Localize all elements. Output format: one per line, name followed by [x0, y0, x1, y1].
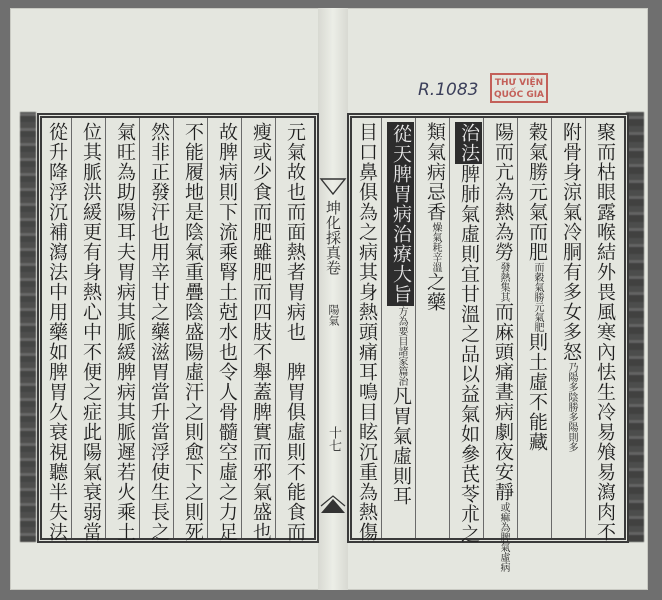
shelfmark: R.1083 — [418, 80, 479, 100]
right-column-4-note: 發熱集其 — [498, 262, 509, 302]
fish-tail-bottom-icon — [320, 496, 346, 514]
ink-rubbed-edge-left — [20, 112, 36, 542]
left-column-7: 位其脈洪緩更有身熱心中不便之症此陽氣衰弱當 — [80, 122, 102, 542]
right-column-1: 聚而枯眼露喉結外畏風寒內怯生冷易飧易瀉肉不 — [594, 122, 616, 542]
chapter-heading: 從天脾胃病治療大旨 — [387, 122, 414, 306]
right-column-7: 從天脾胃病治療大旨方為要目諸家篇治凡胃氣虛則耳 — [387, 122, 414, 534]
stamp-line-2: QUỐC GIA — [493, 90, 545, 100]
left-column-1: 元氣故也而面熱者胃病也 脾胃俱虛則不能食而 — [284, 122, 306, 542]
right-column-7-note: 方為要目諸家篇治 — [396, 306, 407, 386]
left-column-8: 從升降浮沉補瀉法中用藥如脾胃久衰視聽半失法 — [46, 122, 68, 542]
right-column-2: 附骨身涼氣冷胴有多女多怒乃陽多陰勝多陽則多 — [560, 122, 582, 452]
center-fold — [318, 178, 348, 534]
left-page-frame — [40, 116, 316, 540]
section-name: 陽氣 — [327, 304, 340, 326]
right-column-5: 治法脾肺氣虛則宜甘溫之品以益氣如參芪苓朮之 — [455, 122, 482, 534]
left-column-2: 瘦或少食而肥雖肥而四肢不舉蓋脾實而邪氣盛也 — [250, 122, 272, 542]
right-column-3-note: 而穀氣勝元氣肥 — [532, 262, 543, 332]
left-column-3: 故脾病則下流乘腎土尅水也令人骨髓空虛之力足 — [216, 122, 238, 542]
left-column-5: 然非正發汗也用辛甘之藥滋胃當升當浮使生長之 — [148, 122, 170, 542]
section-label-treatment: 治法 — [455, 122, 482, 164]
left-column-6: 氣旺為助陽耳夫胃病其脈緩脾病其脈遲若火乘土 — [114, 122, 136, 542]
right-column-3: 穀氣勝元氣而肥而穀氣勝元氣肥則土虛不能藏 — [526, 122, 548, 452]
right-page-frame — [350, 116, 626, 572]
right-column-6-note: 燥氣耗辛溫 — [430, 222, 441, 272]
right-column-4: 陽而亢為熱為勞發熱集其而麻頭痛晝病劇夜安靜或痲為脾氣虛病 — [492, 122, 514, 572]
stamp-line-1: THƯ VIỆN — [494, 78, 544, 88]
left-column-4: 不能履地是陰氣重疊陰盛陽虛汗之則愈下之則死 — [182, 122, 204, 542]
right-column-2-note: 乃陽多陰勝多陽則多 — [566, 362, 577, 452]
ink-rubbed-edge-right — [626, 112, 644, 542]
right-column-6: 類氣病忌香燥氣耗辛溫之藥 — [424, 122, 446, 312]
fish-tail-top-icon — [320, 178, 346, 196]
right-column-4-tail-note: 或痲為脾氣虛病 — [498, 502, 509, 572]
library-stamp — [490, 73, 548, 103]
folio-number: 十七 — [326, 426, 341, 452]
book-title: 坤化採真卷 — [324, 200, 342, 275]
right-column-8: 目口鼻俱為之病其身熱頭痛耳鳴目眩沉重為熱傷 — [356, 122, 378, 542]
